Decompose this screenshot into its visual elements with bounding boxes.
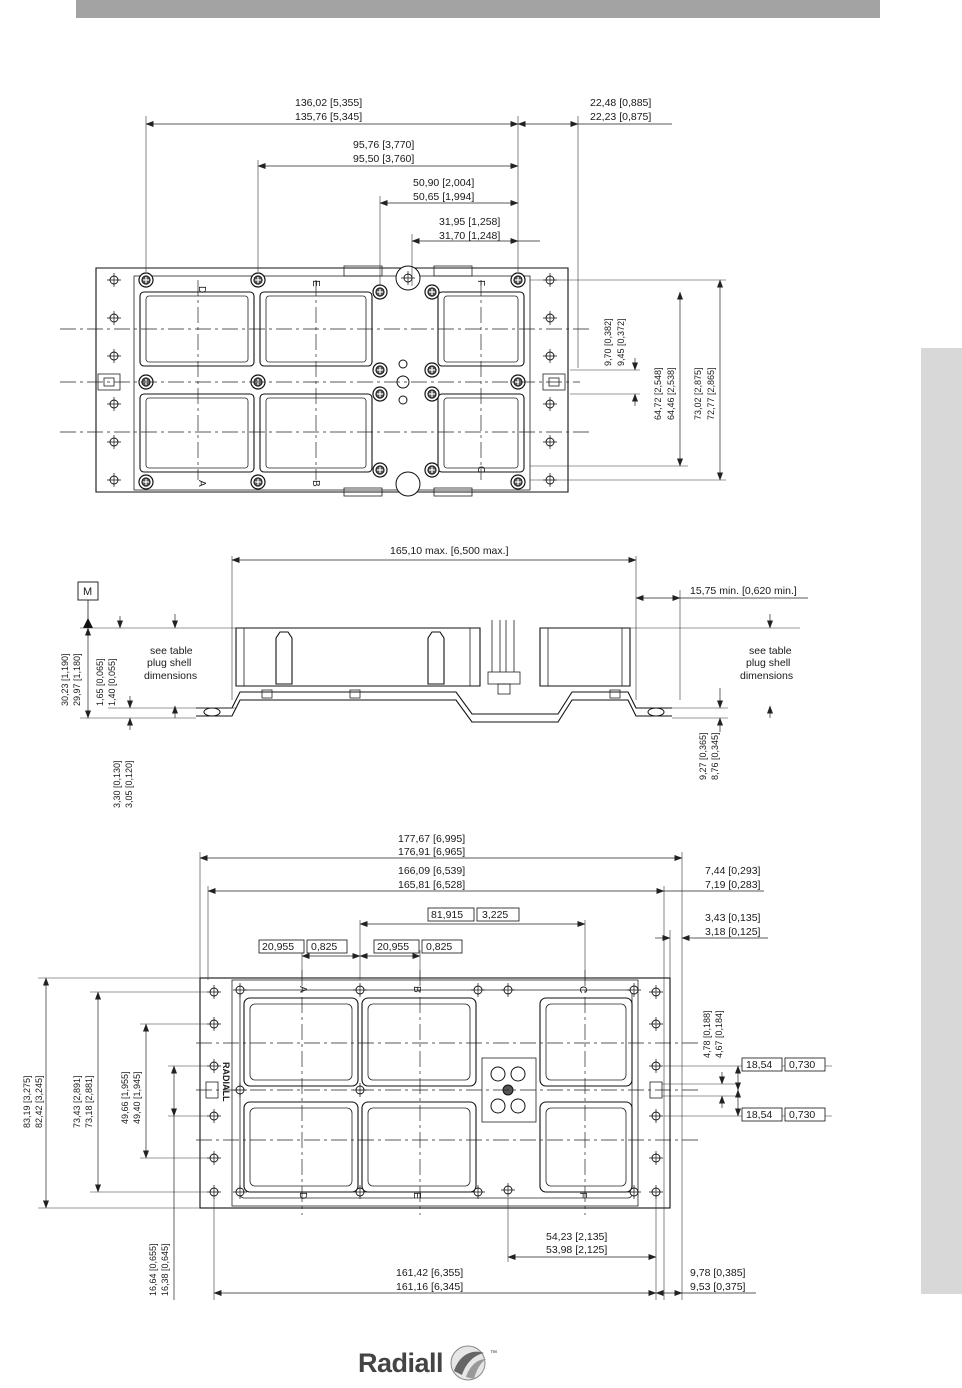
dim-edge-a-2: 7,19 [0,283] xyxy=(705,879,761,891)
dim-center-off-2: 53,98 [2,125] xyxy=(546,1244,608,1256)
dim-bottom-height-2: 82,42 [3,245] xyxy=(34,1075,44,1128)
side-view-dimensions xyxy=(60,545,808,808)
dim-bottom-span-2: 161,16 [6,345] xyxy=(396,1281,464,1293)
dim-inner-height-1: 49,66 [1,955] xyxy=(120,1071,130,1124)
dim-edge-offset-1: 22,48 [0,885] xyxy=(590,97,652,109)
brand-text: RADIALL xyxy=(221,1062,231,1102)
dim-edge-offset-2: 22,23 [0,875] xyxy=(590,111,652,123)
datum-m: M xyxy=(83,586,93,598)
dim-pitch-ef-2: 50,65 [1,994] xyxy=(413,191,475,203)
dim-side-height-1: 30,23 [1,190] xyxy=(60,653,70,706)
cavity-label-f: F xyxy=(475,280,486,287)
dim-basic-short-2: 20,955 xyxy=(377,941,410,953)
dim-edge-b-2: 3,18 [0,125] xyxy=(705,926,761,938)
dim-basic-v1-in: 0,730 xyxy=(789,1059,816,1071)
dim-right-height-1: 9,27 [0,365] xyxy=(698,732,708,780)
cavity-label-d: D xyxy=(196,286,207,294)
dim-overall-2: 176,91 [6,965] xyxy=(398,846,466,858)
dim-bottom-span-1: 161,42 [6,355] xyxy=(396,1267,464,1279)
dim-flange-2: 1,40 [0,055] xyxy=(107,658,117,706)
dim-pitch-f-1: 31,95 [1,258] xyxy=(439,216,501,228)
dim-basic-v2: 18,54 xyxy=(746,1109,773,1121)
cavity-c xyxy=(438,394,524,472)
cavity-label-b: B xyxy=(310,480,321,487)
dim-edge-b-1: 3,43 [0,135] xyxy=(705,912,761,924)
dim-slot-1: 4,78 [0,188] xyxy=(702,1010,712,1058)
dim-bottom-edge-1: 9,78 [0,385] xyxy=(690,1267,746,1279)
dim-max-length: 165,10 max. [6,500 max.] xyxy=(390,545,509,557)
dim-base-2: 3,05 [0,120] xyxy=(124,760,134,808)
dim-pitch-de-1: 95,76 [3,770] xyxy=(353,139,415,151)
dim-pitch-ef-1: 50,90 [2,004] xyxy=(413,177,475,189)
dim-holes-height-2: 73,18 [2,881] xyxy=(84,1075,94,1128)
dim-hole-span-1: 166,09 [6,539] xyxy=(398,865,466,877)
dim-holes-height-1: 73,43 [2,891] xyxy=(72,1075,82,1128)
note-right-2: plug shell xyxy=(746,657,791,669)
cavity-b xyxy=(260,394,372,472)
dim-inner-height-2: 49,40 [1,945] xyxy=(132,1071,142,1124)
dim-basic-v1: 18,54 xyxy=(746,1059,773,1071)
dim-height-mid-1: 64,72 [2,548] xyxy=(653,367,663,420)
dim-min-offset: 15,75 min. [0,620 min.] xyxy=(690,585,797,597)
dim-flange-1: 1,65 [0,065] xyxy=(95,658,105,706)
logo-text: Radiall xyxy=(358,1347,444,1378)
dim-basic-long-in: 3,225 xyxy=(482,909,509,921)
dim-height-small-2: 9,45 [0,372] xyxy=(616,318,626,366)
dim-pitch-f-2: 31,70 [1,248] xyxy=(439,230,501,242)
note-left-1: see table xyxy=(150,645,193,657)
dim-basic-short-2-in: 0,825 xyxy=(426,941,453,953)
bottom-view-dimensions xyxy=(22,833,832,1300)
dim-height-total-1: 73,02 [2,875] xyxy=(693,367,703,420)
dim-basic-short-1-in: 0,825 xyxy=(311,941,338,953)
dim-base-1: 3,30 [0,130] xyxy=(112,760,122,808)
logo-trademark: ™ xyxy=(490,1350,498,1357)
bottom-label-c: C xyxy=(577,986,588,994)
dim-side-height-2: 29,97 [1,180] xyxy=(72,653,82,706)
bottom-label-a: A xyxy=(297,986,308,993)
dim-pitch-de-2: 95,50 [3,760] xyxy=(353,153,415,165)
note-left-3: dimensions xyxy=(144,670,198,682)
dim-bottom-edge-2: 9,53 [0,375] xyxy=(690,1281,746,1293)
dim-low-height-2: 16,38 [0,645] xyxy=(160,1243,170,1296)
side-view xyxy=(196,620,672,722)
dim-height-total-2: 72,77 [2,865] xyxy=(706,367,716,420)
note-right-1: see table xyxy=(749,645,792,657)
note-left-2: plug shell xyxy=(147,657,192,669)
cavity-label-e: E xyxy=(310,280,321,287)
dim-hole-span-2: 165,81 [6,528] xyxy=(398,879,466,891)
dim-height-mid-2: 64,46 [2,538] xyxy=(666,367,676,420)
bottom-label-f: F xyxy=(577,1192,588,1199)
top-view xyxy=(60,266,590,496)
radiall-logo xyxy=(358,1338,497,1388)
dim-basic-short-1: 20,955 xyxy=(262,941,295,953)
dim-height-small-1: 9,70 [0,382] xyxy=(603,318,613,366)
dim-bottom-height-1: 83,19 [3,275] xyxy=(22,1075,32,1128)
note-right-3: dimensions xyxy=(740,670,794,682)
dim-overall-1: 177,67 [6,995] xyxy=(398,833,466,845)
bottom-label-e: E xyxy=(411,1192,422,1199)
dim-slot-2: 4,67 [0,184] xyxy=(714,1010,724,1058)
cavity-label-a: A xyxy=(196,480,207,487)
cavity-a xyxy=(140,394,254,472)
bottom-view xyxy=(196,970,700,1215)
dim-center-off-1: 54,23 [2,135] xyxy=(546,1231,608,1243)
cavity-label-c: C xyxy=(475,466,486,474)
dim-overall-length-1: 136,02 [5,355] xyxy=(295,97,363,109)
dim-low-height-1: 16,64 [0,655] xyxy=(148,1243,158,1296)
logo-mark-icon xyxy=(446,1343,490,1383)
bottom-label-b: B xyxy=(411,986,422,993)
dim-basic-v2-in: 0,730 xyxy=(789,1109,816,1121)
dim-edge-a-1: 7,44 [0,293] xyxy=(705,865,761,877)
bottom-label-d: D xyxy=(297,1192,308,1200)
dim-right-height-2: 8,76 [0,345] xyxy=(710,732,720,780)
dim-overall-length-2: 135,76 [5,345] xyxy=(295,111,363,123)
dim-basic-long: 81,915 xyxy=(431,909,464,921)
